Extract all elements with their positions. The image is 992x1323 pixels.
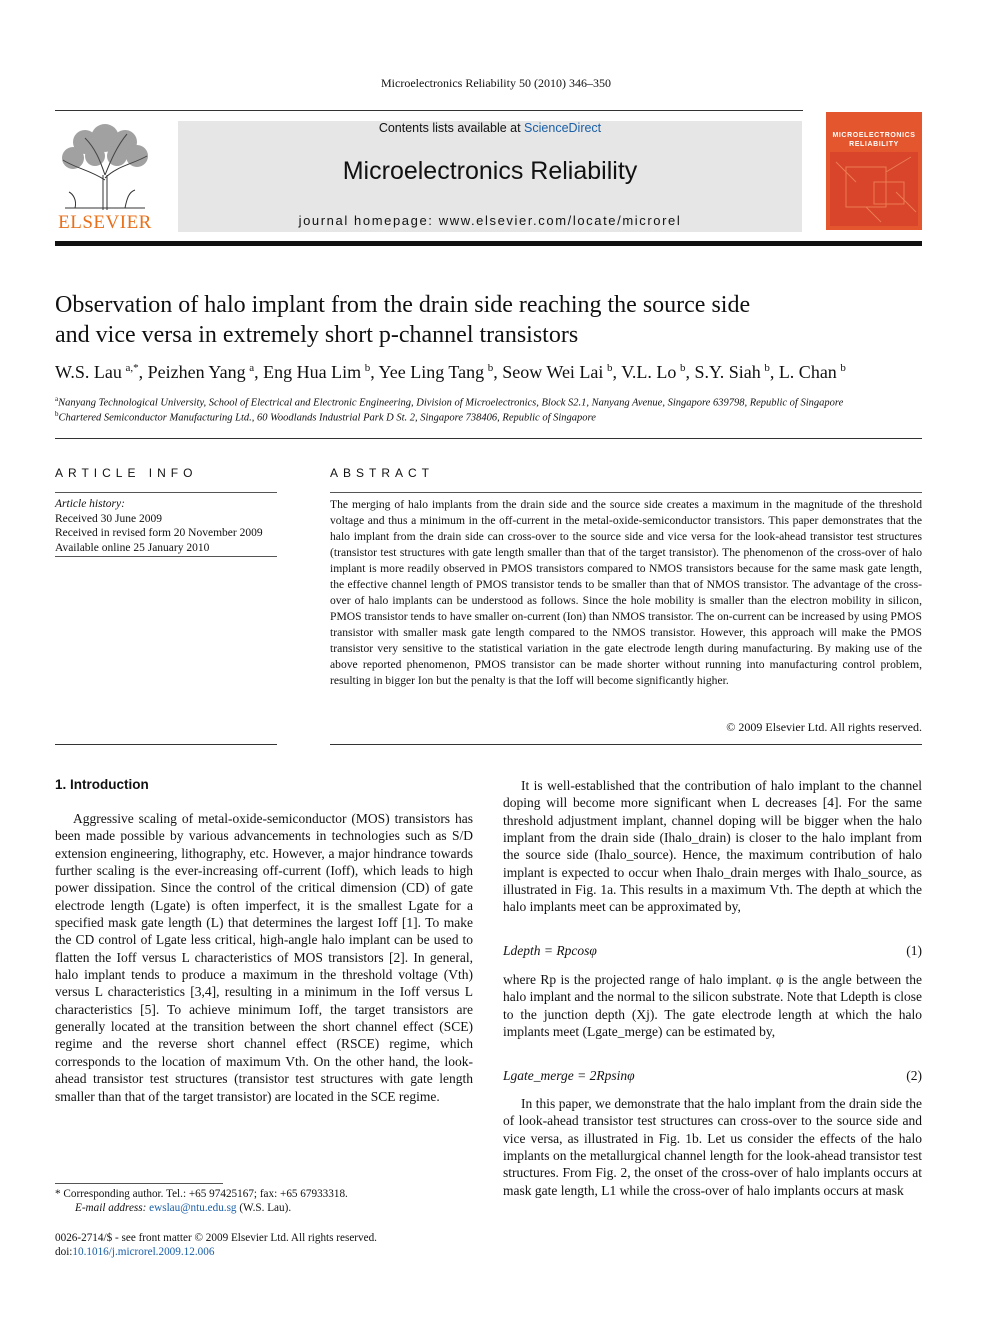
- author: [502, 362, 621, 382]
- affiliation-text: Nanyang Technological University, School of Electrical and Electronic Engineering, Division of Microelectronics, Block S2.1, Nanyang Avenue, Singapore 639798, Republic of Singapore: [58, 397, 844, 409]
- homepage-prefix: journal homepage:: [298, 213, 439, 228]
- author: [55, 362, 148, 382]
- author-affiliation-mark: a: [249, 362, 255, 374]
- title-line-1: Observation of halo implant from the drain side reaching the source side: [55, 292, 751, 318]
- affiliation-text: Chartered Semiconductor Manufacturing Ltd., 60 Woodlands Industrial Park D St. 2, Singapore 738406, Republic of Singapore: [58, 412, 596, 424]
- author-list: [55, 362, 935, 383]
- introduction-paragraph: Aggressive scaling of metal-oxide-semiconductor (MOS) transistors has been made possible by various advancements in technologies such as S/D extension engineering, lithography, etc. However, a major hindrance towards further scaling is the ever-increasing off-current (Ioff), which leads to high power dissipation. Since the control of the critical dimension (CD) of gate electrode length (Lgate) is often imperfect, it is the smallest Lgate for a specified mask gate length (L) that determines the largest Ioff [1]. To make the CD control of Lgate less critical, high-angle halo implant can be used to flatten the Ioff versus L characteristics of MOS transistors [2]. In general, halo implant tends to produce a maximum in the threshold voltage (Vth) versus L characteristics [3,4], resulting in a minimum in the Ioff versus L characteristics [5]. To achieve minimum Ioff, the target transistors are generally located at the transition between the short channel effect (SCE) regime and the reverse short channel effect (RSCE) regime, which corresponds to the location of maximum Vth. On the other hand, the look-ahead transistor test structures (transistor test structures with gate length smaller than that of the target transistor) are located in the SCE regime.: [55, 811, 473, 1104]
- equation-2-text: Lgate_merge = 2Rpsinφ: [503, 1068, 635, 1083]
- author-name: Peizhen Yang: [147, 362, 246, 382]
- author: [695, 362, 779, 382]
- author-name: Seow Wei Lai: [502, 362, 604, 382]
- abstract-rule-top: [330, 492, 922, 493]
- cover-title-line2: RELIABILITY: [849, 141, 899, 148]
- equation-1-number: (1): [906, 943, 922, 958]
- author-separator: ,: [612, 362, 622, 382]
- author-separator: ,: [138, 362, 148, 382]
- author-affiliation-mark: b: [607, 362, 613, 374]
- header-rule-bottom: [55, 241, 922, 246]
- affiliation-b: [55, 410, 935, 424]
- equation-2: [503, 1068, 922, 1084]
- author-separator: ,: [254, 362, 264, 382]
- author-affiliation-mark: b: [487, 362, 494, 374]
- affiliation-rule: [55, 438, 922, 439]
- right-column-paragraph-2: where Rp is the projected range of halo implant. φ is the angle between the halo implant and the normal to the silicon substrate. Note that Ldepth is close to the junction depth (Xj). The gate electrode length at which the halo implants meet (Lgate_merge) can be estimated by,: [503, 972, 922, 1040]
- author-separator: ,: [685, 362, 695, 382]
- article-history: [55, 497, 285, 555]
- email-label: E-mail address:: [75, 1202, 150, 1214]
- abstract-rule-bottom: [330, 744, 922, 745]
- article-info-rule-bottom: [55, 744, 277, 745]
- author-affiliation-mark: b: [364, 362, 371, 374]
- abstract-text: The merging of halo implants from the drain side and the source side creates a maximum in the magnitude of the threshold voltage and thus a minimum in the off-current in the metal-oxide-semiconductor transistors. This paper demonstrates that the halo implant from the drain side can cross-over to the source side and vice versa for the look-ahead transistor test structures (transistor test structures with gate length smaller than that of the target transistor). The phenomenon of the cross-over of halo implant is more readily observed in PMOS transistors compared to NMOS transistors because for the same mask gate length, the effective channel length of PMOS transistor tends to be smaller than that of NMOS transistor. The advantage of the cross-over of halo implants can be understood as follows. Since the hole mobility is smaller than the electron mobility in silicon, PMOS transistor tends to have smaller on-current (Ion) than NMOS transistor. The on-current can be increased by using PMOS transistor with smaller mask gate length compared to the NMOS transistor. However, this approach will make the PMOS transistor very sensitive to the statistical variation in the gate electrode length during manufacturing. By making use of the above reported phenomenon, PMOS transistor can be made shorter without running into manufacturing control problem, resulting in bigger Ion but the penalty is that the Ioff will become significantly higher.: [330, 498, 922, 687]
- email-suffix: (W.S. Lau).: [236, 1202, 292, 1214]
- journal-cover: [826, 112, 922, 230]
- corresponding-author: * Corresponding author. Tel.: +65 97425167; fax: +65 67933318.: [55, 1188, 348, 1200]
- equation-1: [503, 943, 922, 959]
- corresponding-author-footnote: [55, 1187, 485, 1215]
- issn-line: 0026-2714/$ - see front matter © 2009 Elsevier Ltd. All rights reserved.: [55, 1232, 377, 1244]
- author-affiliation-mark: b: [680, 362, 686, 374]
- affiliation-a: [55, 395, 935, 409]
- doi-link[interactable]: 10.1016/j.microrel.2009.12.006: [72, 1246, 215, 1258]
- journal-title: Microelectronics Reliability: [342, 157, 638, 185]
- doi-line: [55, 1245, 485, 1259]
- journal-reference: Microelectronics Reliability 50 (2010) 346–350: [381, 76, 611, 90]
- author-name: S.Y. Siah: [694, 362, 761, 382]
- equation-2-number: (2): [906, 1068, 922, 1083]
- author-separator: ,: [370, 362, 379, 382]
- author: [379, 362, 503, 382]
- email-link[interactable]: ewslau@ntu.edu.sg: [149, 1202, 237, 1214]
- author-name: Eng Hua Lim: [263, 362, 362, 382]
- affiliation-label: a: [55, 395, 59, 403]
- online-date: Available online 25 January 2010: [55, 541, 210, 554]
- equation-1-text: Ldepth = Rpcosφ: [503, 943, 597, 958]
- history-label: Article history:: [55, 498, 125, 510]
- email-line: [55, 1201, 485, 1215]
- contents-line: [178, 121, 802, 135]
- footnote-rule: [55, 1183, 223, 1184]
- cover-title-line1: MICROELECTRONICS: [832, 132, 916, 139]
- elsevier-wordmark: ELSEVIER: [58, 212, 152, 233]
- title-line-2: and vice versa in extremely short p-channel transistors: [55, 322, 579, 348]
- author-affiliation-mark: b: [840, 362, 846, 374]
- front-matter: [55, 1231, 485, 1259]
- author-name: Yee Ling Tang: [378, 362, 485, 382]
- copyright-notice: © 2009 Elsevier Ltd. All rights reserved.: [726, 720, 922, 734]
- author: [263, 362, 378, 382]
- homepage-url[interactable]: www.elsevier.com/locate/microrel: [438, 213, 682, 228]
- author: [621, 362, 694, 382]
- author-affiliation-mark: b: [764, 362, 770, 374]
- doi-prefix: doi:: [55, 1246, 73, 1258]
- paper-title: [55, 290, 915, 350]
- right-column-paragraph-1: It is well-established that the contribution of halo implant to the channel doping will become more significant when L decreases [4]. For the same threshold adjustment implant, channel doping will be bigger when the halo implant from the drain side (Ihalo_drain) is closer to the halo implant from the source side (Ihalo_source). Hence, the maximum contribution of halo implant is expected to occur when Ihalo_drain merges with Ihalo_source, as illustrated in Fig. 1a. This results in a maximum Vth. The depth at which the halo implants meet can be approximated by,: [503, 778, 922, 915]
- author-affiliation-mark: a,*: [125, 362, 139, 374]
- journal-homepage: [178, 213, 802, 228]
- author-name: W.S. Lau: [55, 362, 122, 382]
- author-separator: ,: [493, 362, 503, 382]
- author-separator: ,: [769, 362, 779, 382]
- article-info-rule-top: [55, 492, 277, 493]
- cover-title: [826, 131, 922, 149]
- author-name: V.L. Lo: [621, 362, 677, 382]
- sciencedirect-link[interactable]: ScienceDirect: [524, 121, 602, 135]
- abstract-heading: ABSTRACT: [330, 466, 435, 480]
- received-date: Received 30 June 2009: [55, 512, 162, 525]
- right-column-paragraph-3: In this paper, we demonstrate that the halo implant from the drain side the of look-ahead transistor test structures can cross-over to the source side and vice versa, as illustrated in Fig. 1b. Let us consider the effects of the halo implants on the metallurgical channel length for the look-ahead transistor test structures. From Fig. 2, the onset of the cross-over of halo implants occurs at mask gate length, L1 while the cross-over of halo implants occurs at mask: [503, 1096, 922, 1198]
- author-name: L. Chan: [778, 362, 837, 382]
- affiliation-label: b: [55, 410, 59, 418]
- introduction-heading: 1. Introduction: [55, 777, 149, 792]
- author: [148, 362, 264, 382]
- article-info-heading: ARTICLE INFO: [55, 466, 198, 480]
- revised-date: Received in revised form 20 November 2009: [55, 527, 263, 540]
- article-info-rule-mid: [55, 556, 277, 557]
- header-rule-top: [55, 110, 803, 111]
- author: [779, 362, 846, 382]
- contents-prefix: Contents lists available at: [378, 121, 525, 135]
